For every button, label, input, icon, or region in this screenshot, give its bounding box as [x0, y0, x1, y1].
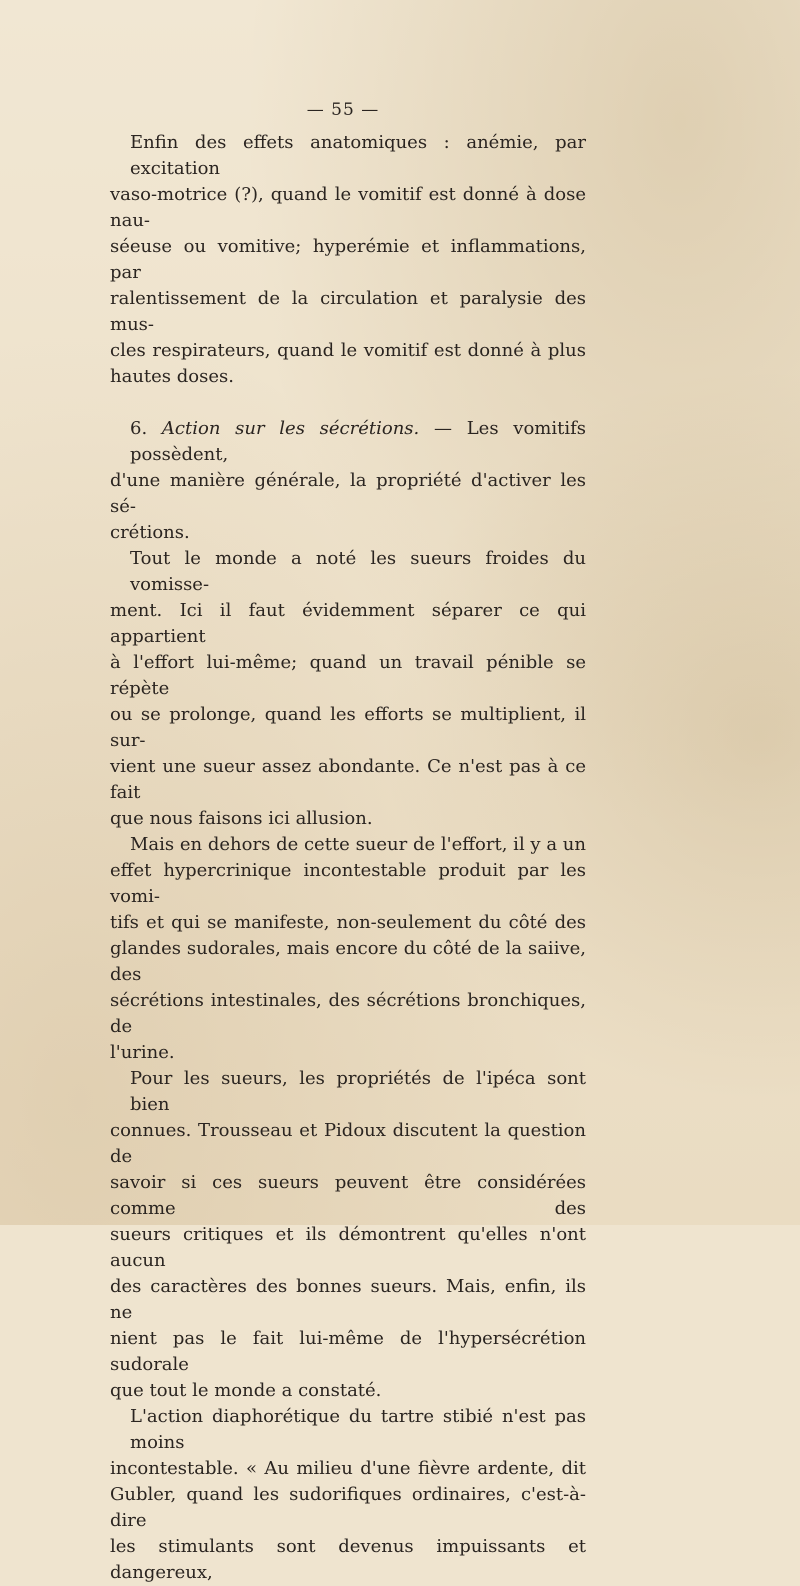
- text-line: savoir si ces sueurs peuvent être considérées comme des: [110, 1172, 586, 1219]
- page-number: — 55 —: [306, 100, 380, 120]
- text-line: incontestable. « Au milieu d'une fièvre ardente, dit: [110, 1458, 586, 1479]
- text-line: Mais en dehors de cette sueur de l'effort, il y a un: [130, 834, 586, 855]
- text-line: que tout le monde a constaté.: [110, 1380, 382, 1401]
- paragraph-anatomical-effects: [110, 130, 586, 390]
- text-line: Tout le monde a noté les sueurs froides du vomisse-: [130, 548, 586, 595]
- section-heading-line: [110, 416, 586, 468]
- body-text: [110, 130, 586, 1586]
- paragraph-hypercrinic-effect: [110, 832, 586, 1066]
- text-line: ou se prolonge, quand les efforts se multiplient, il sur-: [110, 704, 586, 751]
- text-line: que nous faisons ici allusion.: [110, 808, 373, 829]
- text-line: l'urine.: [110, 1042, 175, 1063]
- text-line: crétions.: [110, 522, 190, 543]
- text-line: effet hypercrinique incontestable produit par les vomi-: [110, 860, 586, 907]
- text-line: à l'effort lui-même; quand un travail pénible se répète: [110, 652, 586, 699]
- text-line: cles respirateurs, quand le vomitif est donné à plus: [110, 340, 586, 361]
- text-line: glandes sudorales, mais encore du côté de la saiive, des: [110, 938, 586, 985]
- text-line: sécrétions intestinales, des sécrétions bronchiques, de: [110, 990, 586, 1037]
- text-fragment: — Les vomitifs possèdent,: [130, 418, 587, 465]
- paragraph-cold-sweats: [110, 546, 586, 832]
- paragraph-tartar-emetic: [110, 1404, 586, 1586]
- section-gap: [110, 390, 586, 416]
- text-line: tifs et qui se manifeste, non-seulement du côté des: [110, 912, 586, 933]
- text-line: vaso-motrice (?), quand le vomitif est donné à dose nau-: [110, 184, 586, 231]
- text-line: ralentissement de la circulation et paralysie des mus-: [110, 288, 586, 335]
- text-line: les stimulants sont devenus impuissants et dangereux,: [110, 1536, 586, 1583]
- paragraph-ipeca-sweats: [110, 1066, 586, 1404]
- text-line: sueurs critiques et ils démontrent qu'elles n'ont aucun: [110, 1224, 586, 1271]
- text-line: des caractères des bonnes sueurs. Mais, enfin, ils ne: [110, 1276, 586, 1323]
- text-line: nient pas le fait lui-même de l'hypersécrétion sudorale: [110, 1328, 586, 1375]
- text-line: hautes doses.: [110, 366, 234, 387]
- text-line: d'une manière générale, la propriété d'activer les sé-: [110, 470, 586, 517]
- text-line: L'action diaphorétique du tartre stibié n'est pas moins: [130, 1406, 586, 1453]
- text-line: vient une sueur assez abondante. Ce n'est pas à ce fait: [110, 756, 586, 803]
- text-line: Pour les sueurs, les propriétés de l'ipéca sont bien: [130, 1068, 586, 1115]
- text-line: Gubler, quand les sudorifiques ordinaires, c'est-à-dire: [110, 1484, 586, 1531]
- text-line: séeuse ou vomitive; hyperémie et inflammations, par: [110, 236, 586, 283]
- section-number: 6.: [130, 418, 148, 439]
- section-title: Action sur les sécrétions.: [161, 418, 420, 439]
- text-line: Enfin des effets anatomiques : anémie, par excitation: [130, 132, 586, 179]
- text-line: ment. Ici il faut évidemment séparer ce qui appartient: [110, 600, 586, 647]
- text-line: connues. Trousseau et Pidoux discutent la question de: [110, 1120, 586, 1167]
- paragraph-section-6: [110, 416, 586, 546]
